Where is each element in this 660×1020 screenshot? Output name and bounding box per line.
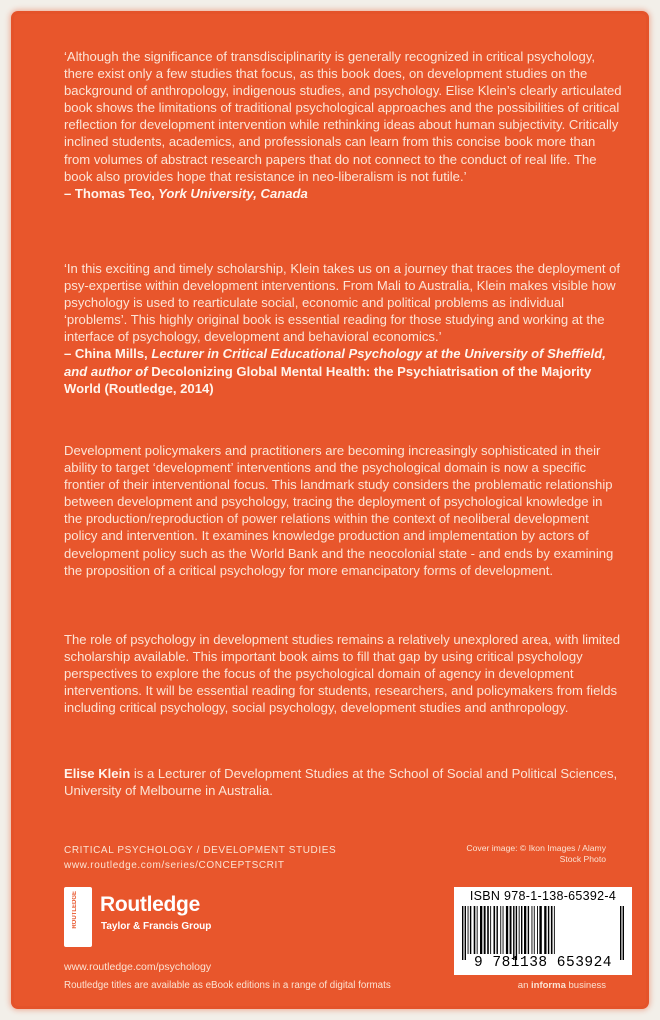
barcode-bar [470, 906, 471, 954]
barcode-bar [534, 906, 535, 954]
barcode-bar [490, 906, 491, 954]
business-prefix: an [517, 980, 532, 991]
quote-text: ‘In this exciting and timely scholarship, Klein takes us on a journey that traces the deployment of psy-expertise within development interventions. From Mali to Australia, Klein makes visible how psychology is used to rearticulate social, economic and political problems as individual ‘problems’. This highly original book is essential reading for those studying and working at the interface of psychology, development and behavioral economics.’ [64, 261, 621, 345]
business-brand: informa [531, 980, 566, 991]
isbn-digits: 9 781138 653924 [473, 955, 613, 971]
barcode-bar [548, 906, 549, 954]
series-category: CRITICAL PSYCHOLOGY / DEVELOPMENT STUDIES [64, 845, 337, 856]
attribution-affiliation: Lecturer in Critical Educational Psychology at the University of Sheffield, and author of [64, 346, 606, 379]
isbn-barcode [454, 887, 632, 975]
endorsement-quote-1 [64, 48, 624, 202]
description-paragraph: The role of psychology in development studies remains a relatively unexplored area, with limited scholarship available. This important book aims to fill that gap by using critical psychology perspectives to explore the focus of the psychological domain of agency in development interventions. It will be essential reading for students, researchers, and policymakers from fields including critical psychology, social psychology, development studies and anthropology. [64, 632, 621, 716]
book-description-1 [64, 442, 624, 579]
ebook-note: Routledge titles are available as eBook editions in a range of digital formats [64, 980, 391, 991]
endorsement-quote-2 [64, 260, 624, 397]
barcode-bar [551, 906, 553, 954]
attribution-dash: – [64, 346, 75, 362]
barcode-bar [539, 906, 541, 954]
barcode-bar [506, 906, 508, 954]
barcode-bar [521, 906, 522, 954]
barcode-bar [519, 906, 520, 954]
publisher-name: Routledge [100, 893, 200, 916]
publisher-group: Taylor & Francis Group [101, 921, 212, 932]
barcode-bar [500, 906, 501, 954]
barcode-bar [532, 906, 533, 954]
informa-business-tag [518, 980, 606, 991]
attribution-name: Thomas Teo, [74, 185, 155, 201]
barcode-bar [516, 906, 517, 960]
barcode-bar [524, 906, 526, 954]
barcode-bar [468, 906, 469, 954]
barcode-bar [477, 906, 478, 954]
barcode-bar [503, 906, 504, 954]
barcode-bar [528, 906, 529, 954]
barcode-bar [623, 906, 624, 960]
barcode-bar [497, 906, 498, 954]
publisher-logo [64, 887, 264, 957]
business-suffix: business [565, 980, 606, 991]
attribution-dash: – [64, 185, 75, 201]
book-back-cover [14, 14, 646, 1006]
barcode-icon [460, 906, 626, 960]
isbn-label: ISBN 978-1-138-65392-4 [469, 889, 617, 903]
quote-attribution [64, 346, 606, 395]
author-name: Elise Klein [64, 766, 131, 781]
barcode-bar [544, 906, 546, 954]
quote-text: ‘Although the significance of transdisciplinarity is generally recognized in critical psychology, there exist only a few studies that focus, as this book does, on development studies on the background of anthropology, indigenous studies, and psychology. Elise Klein’s clearly articulated book shows the limitations of traditional psychological approaches and the possibilities of critical reflection for development intervention while rethinking ideas about human subjectivity. Critically inclined students, academics, and professionals can learn from this concise book more than from volumes of abstract research papers that do not connect to the conduct of real life. The book also provides hope that resistance in neo-liberalism is not futile.’ [64, 49, 622, 184]
quote-attribution [64, 186, 308, 201]
attribution-affiliation: York University, Canada [154, 185, 308, 201]
barcode-bar [494, 906, 496, 954]
barcode-bar [474, 906, 476, 954]
publisher-url[interactable]: www.routledge.com/psychology [64, 961, 212, 973]
barcode-bar [554, 906, 555, 954]
attribution-book: Decolonizing Global Mental Health: the Psychiatrisation of the Majority World (Routledge, 2014) [64, 363, 592, 396]
barcode-bar [465, 906, 466, 960]
barcode-bar [487, 906, 489, 954]
barcode-bar [480, 906, 482, 954]
book-description-2 [64, 631, 624, 716]
author-bio [64, 765, 624, 799]
author-bio-text: is a Lecturer of Development Studies at the School of Social and Political Sciences, University of Melbourne in Australia. [64, 766, 618, 799]
cover-image-credit: Cover image: © Ikon Images / Alamy Stock Photo [466, 843, 606, 864]
attribution-name: China Mills, [74, 346, 148, 362]
description-paragraph: Development policymakers and practitioners are becoming increasingly sophisticated in their ability to target ‘development’ interventions and the psychological domain is now a specific frontier of their interventional focus. This landmark study considers the problematic relationship between development and psychology, tracing the deployment of psychological knowledge in the production/reproduction of power relations within the context of neoliberal development policy and intervention. It examines knowledge production and implementation by actors of development policy such as the World Bank and the neocolonial state - and ends by examining the proposition of a critical psychology for more emancipatory forms of development. [64, 443, 614, 578]
barcode-bar [513, 906, 514, 960]
barcode-bar [484, 906, 486, 954]
barcode-bar [537, 906, 538, 954]
logo-mark-text: ROUTLEDGE [72, 891, 78, 929]
barcode-bar [462, 906, 463, 960]
barcode-bar [510, 906, 512, 954]
barcode-bar [620, 906, 621, 960]
series-info [64, 843, 336, 873]
routledge-logo-icon [64, 887, 92, 947]
series-url[interactable]: www.routledge.com/series/CONCEPTSCRIT [64, 860, 285, 871]
